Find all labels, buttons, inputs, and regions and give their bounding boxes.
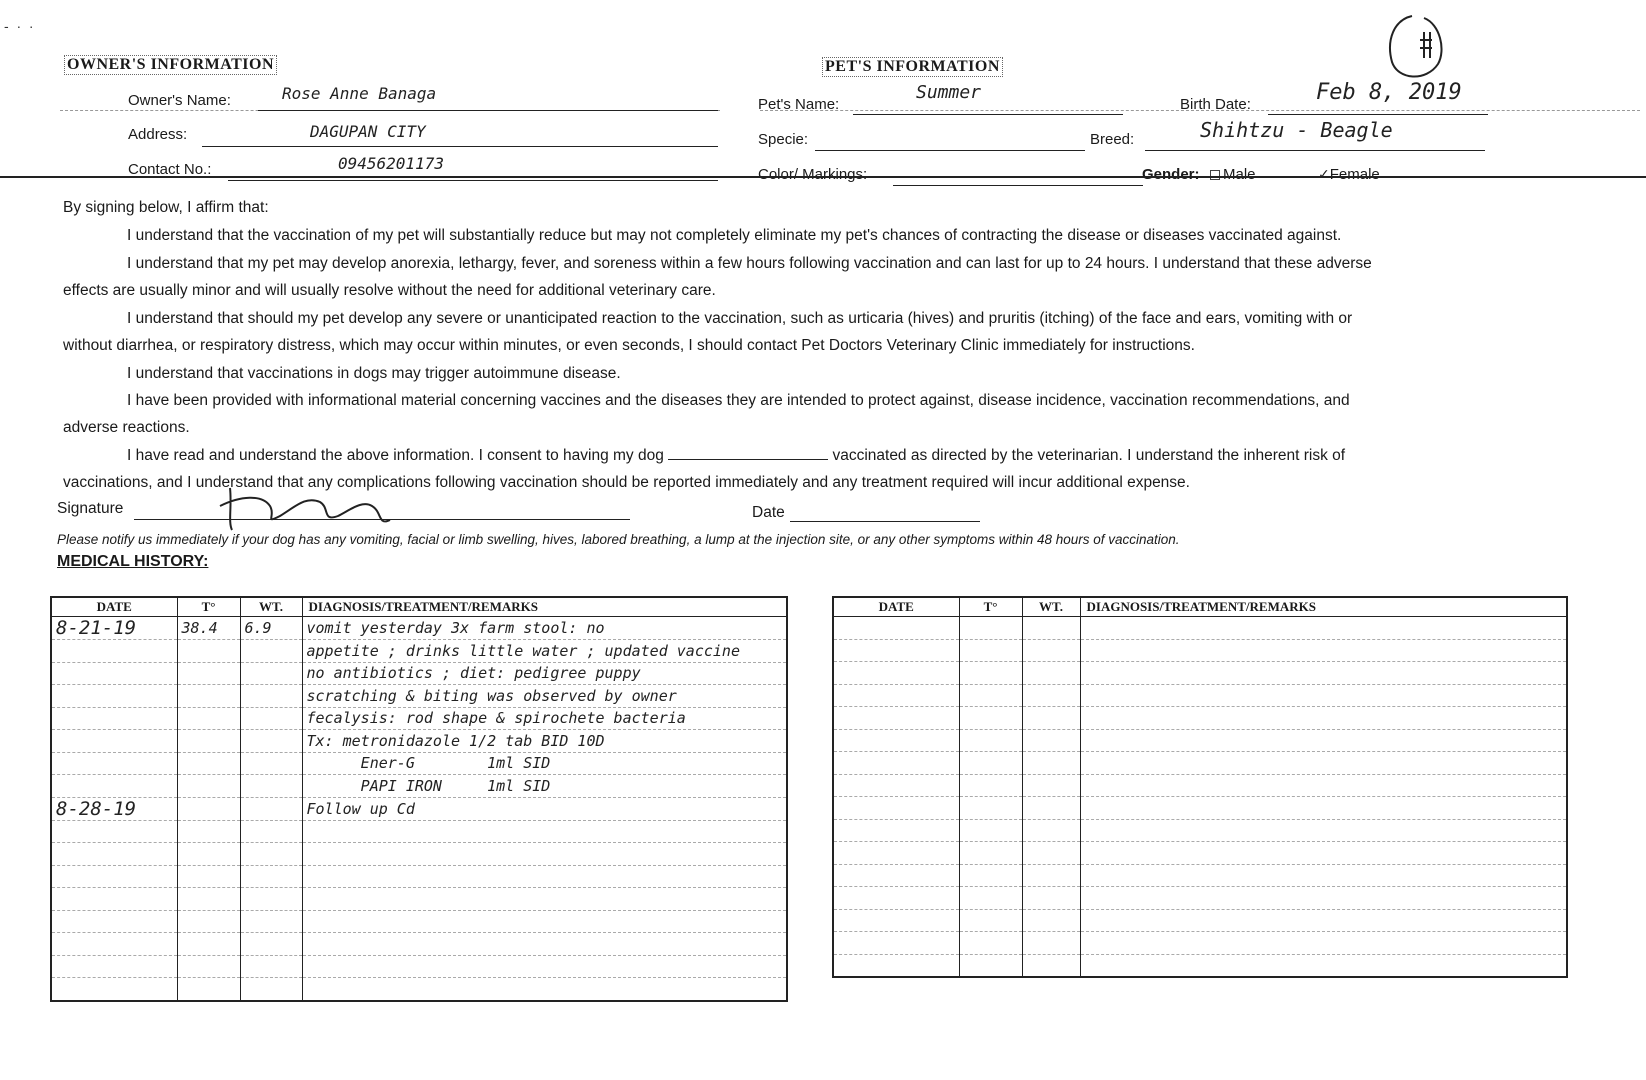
breed-label: Breed: <box>1090 131 1135 148</box>
birth-date-label: Birth Date: <box>1180 96 1251 113</box>
table-row[interactable]: scratching & biting was observed by owner <box>51 685 787 708</box>
consent-p1: I understand that the vaccination of my pet will substantially reduce but may not completely eliminate my pet's chances of contracting the disease or diseases vaccinated against. <box>127 227 1342 244</box>
table-row[interactable]: appetite ; drinks little water ; updated vaccine <box>51 640 787 663</box>
consent-p3: I understand that should my pet develop any severe or unanticipated reaction to the vaccination, such as urticaria (hives) and pruritis (itching) of the face and ears, vomiting with or without diarrhea, or respiratory distress, which may occur within minutes, or even seconds, I should contact Pet Doctors Veterinary Clinic immediately for instructions. <box>63 310 1353 354</box>
table-row[interactable] <box>51 820 787 843</box>
table-row[interactable] <box>833 797 1567 820</box>
scan-specks: - · · <box>4 18 34 34</box>
table-row[interactable] <box>51 933 787 956</box>
owner-info-heading: OWNER'S INFORMATION <box>64 55 277 75</box>
table-row[interactable] <box>833 684 1567 707</box>
col-remarks-header: DIAGNOSIS/TREATMENT/REMARKS <box>302 597 787 617</box>
table-row[interactable] <box>51 910 787 933</box>
table-header-row <box>833 597 1567 617</box>
table-row[interactable] <box>833 819 1567 842</box>
table-row[interactable]: Tx: metronidazole 1/2 tab BID 10D <box>51 730 787 753</box>
col-wt-header: WT. <box>240 597 302 617</box>
address-value[interactable]: DAGUPAN CITY <box>310 122 426 141</box>
table-row[interactable] <box>833 774 1567 797</box>
table-row[interactable] <box>833 639 1567 662</box>
scan-line <box>0 176 1646 178</box>
consent-p2: I understand that my pet may develop anorexia, lethargy, fever, and soreness within a few hours following vaccination and can last for up to 24 hours. I understand that these adverse effects are usually minor and will usually resolve without the need for additional veterinary care. <box>63 255 1372 299</box>
color-markings-label: Color/ Markings: <box>758 166 868 183</box>
address-label: Address: <box>128 126 188 143</box>
specie-label: Specie: <box>758 131 809 148</box>
consent-p4: I understand that vaccinations in dogs may trigger autoimmune disease. <box>127 365 621 382</box>
table-row[interactable]: Ener-G 1ml SID <box>51 752 787 775</box>
table-row[interactable] <box>833 909 1567 932</box>
table-row[interactable] <box>51 888 787 911</box>
medical-history-heading: MEDICAL HISTORY: <box>57 553 209 570</box>
table-row[interactable] <box>833 864 1567 887</box>
female-checkmark-icon: ✓ <box>1318 166 1330 182</box>
pet-info-heading: PET'S INFORMATION <box>822 57 1003 77</box>
table-row[interactable] <box>833 932 1567 955</box>
table-row[interactable] <box>833 729 1567 752</box>
consent-p6: I have read and understand the above information. I consent to having my dog vaccinated as directed by the veterinarian. I understand the inherent risk of vaccinations, and I understand that any complications following vaccination should be reported immediately and any treatment required will incur additional expense. <box>63 442 1573 496</box>
pet-name-label: Pet's Name: <box>758 96 840 113</box>
table-row[interactable] <box>51 978 787 1001</box>
contact-value[interactable]: 09456201173 <box>338 154 444 173</box>
table-row[interactable] <box>833 662 1567 685</box>
table-row[interactable] <box>833 887 1567 910</box>
consent-p5: I have been provided with informational material concerning vaccines and the diseases they are intended to protect against, disease incidence, vaccination recommendations, and adverse reactions. <box>63 392 1350 436</box>
table-row[interactable] <box>51 843 787 866</box>
table-row[interactable] <box>833 752 1567 775</box>
breed-value[interactable]: Shihtzu - Beagle <box>1200 118 1393 142</box>
col-remarks-header: DIAGNOSIS/TREATMENT/REMARKS <box>1080 597 1567 617</box>
pet-name-value[interactable]: Summer <box>916 82 982 103</box>
signature-label: Signature <box>57 500 124 517</box>
contact-label: Contact No.: <box>128 161 212 178</box>
col-temp-header: T° <box>959 597 1022 617</box>
table-row[interactable] <box>833 707 1567 730</box>
medical-history-table-right <box>832 596 1568 978</box>
table-row[interactable]: no antibiotics ; diet: pedigree puppy <box>51 662 787 685</box>
gender-female-option[interactable]: ✓Female <box>1318 166 1380 183</box>
table-row[interactable] <box>833 842 1567 865</box>
medical-history-table-left <box>50 596 788 1002</box>
consent-intro: By signing below, I affirm that: <box>63 199 269 216</box>
col-date-header: DATE <box>51 597 177 617</box>
table-row[interactable] <box>51 865 787 888</box>
circled-mark-icon <box>1380 10 1450 90</box>
table-header-row <box>51 597 787 617</box>
gender-male-option[interactable]: Male <box>1210 166 1256 183</box>
date-line[interactable] <box>790 504 980 522</box>
col-temp-header: T° <box>177 597 240 617</box>
date-label: Date <box>752 504 785 521</box>
table-row[interactable] <box>51 955 787 978</box>
table-row[interactable] <box>833 617 1567 640</box>
table-row[interactable] <box>833 954 1567 977</box>
gender-label: Gender: <box>1142 166 1200 183</box>
col-date-header: DATE <box>833 597 959 617</box>
table-row[interactable]: fecalysis: rod shape & spirochete bacteria <box>51 707 787 730</box>
dog-name-blank[interactable] <box>668 443 828 460</box>
table-row[interactable]: 8-21-19 38.4 6.9 vomit yesterday 3x farm stool: no <box>51 617 787 640</box>
notice-text: Please notify us immediately if your dog has any vomiting, facial or limb swelling, hives, labored breathing, a lump at the injection site, or any other symptoms within 48 hours of vaccination. <box>57 532 1180 547</box>
table-row[interactable]: PAPI IRON 1ml SID <box>51 775 787 798</box>
owner-name-value[interactable]: Rose Anne Banaga <box>282 84 437 103</box>
table-row[interactable]: 8-28-19 Follow up Cd <box>51 797 787 820</box>
col-wt-header: WT. <box>1022 597 1080 617</box>
birth-date-value[interactable]: Feb 8, 2019 <box>1316 80 1462 105</box>
owner-name-label: Owner's Name: <box>128 92 231 109</box>
signature-scribble-icon <box>210 476 410 536</box>
